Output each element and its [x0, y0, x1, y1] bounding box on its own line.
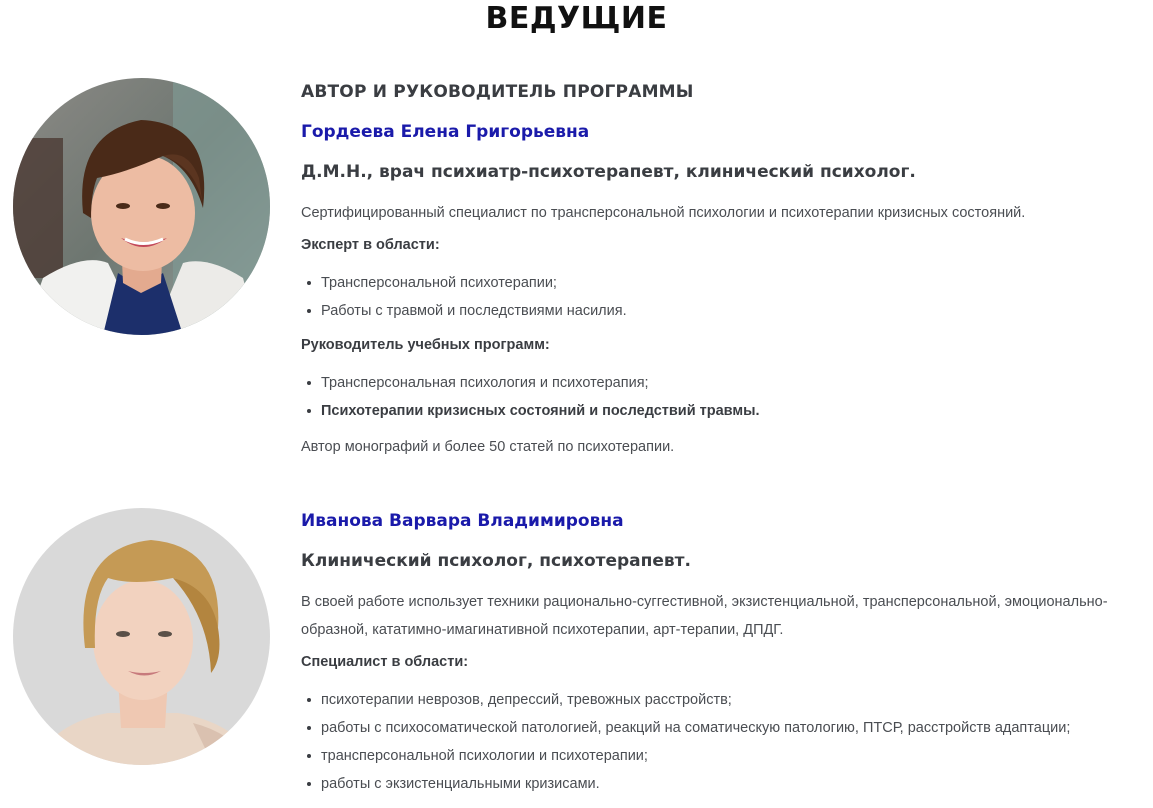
programs-list — [301, 369, 1146, 425]
host-name-link[interactable]: Иванова Варвара Владимировна — [301, 511, 624, 531]
host-headline: Д.М.Н., врач психиатр-психотерапевт, клинический психолог. — [301, 162, 916, 182]
list-item: работы с психосоматической патологией, реакций на соматическую патологию, ПТСР, расстройств адаптации; — [321, 714, 1146, 742]
list-item: Трансперсональная психология и психотерапия; — [321, 369, 1146, 397]
host-headline: Клинический психолог, психотерапевт. — [301, 551, 691, 571]
host-intro: Сертифицированный специалист по трансперсональной психологии и психотерапии кризисных состояний. — [301, 205, 1026, 221]
expert-list — [301, 269, 1146, 325]
host-outro: Автор монографий и более 50 статей по психотерапии. — [301, 439, 675, 455]
host-intro: В своей работе использует техники рационально-суггестивной, экзистенциальной, трансперсональной, эмоционально-образной, кататимно-имагинативной психотерапии, арт-терапии, ДПДГ. — [301, 594, 1108, 638]
list-item: Работы с травмой и последствиями насилия. — [321, 297, 1146, 325]
list-item: Трансперсональной психотерапии; — [321, 269, 1146, 297]
expert-label: Эксперт в области: — [301, 237, 440, 253]
host-photo-ivanova — [13, 508, 270, 765]
host-role: АВТОР И РУКОВОДИТЕЛЬ ПРОГРАММЫ — [301, 82, 694, 102]
list-item: Психотерапии кризисных состояний и последствий травмы. — [321, 397, 1146, 425]
host-photo-gordeeva — [13, 78, 270, 335]
host-card-gordeeva — [301, 80, 1146, 467]
host-card-ivanova — [301, 509, 1146, 806]
host-name-link[interactable]: Гордеева Елена Григорьевна — [301, 122, 590, 142]
list-item: психотерапии неврозов, депрессий, тревожных расстройств; — [321, 686, 1146, 714]
programs-label: Руководитель учебных программ: — [301, 337, 550, 353]
list-item: трансперсональной психологии и психотерапии; — [321, 742, 1146, 770]
list-item: работы с экзистенциальными кризисами. — [321, 770, 1146, 798]
specialist-label: Специалист в области: — [301, 654, 469, 670]
section-title: ВЕДУЩИЕ — [485, 1, 668, 36]
specialist-list — [301, 686, 1146, 798]
